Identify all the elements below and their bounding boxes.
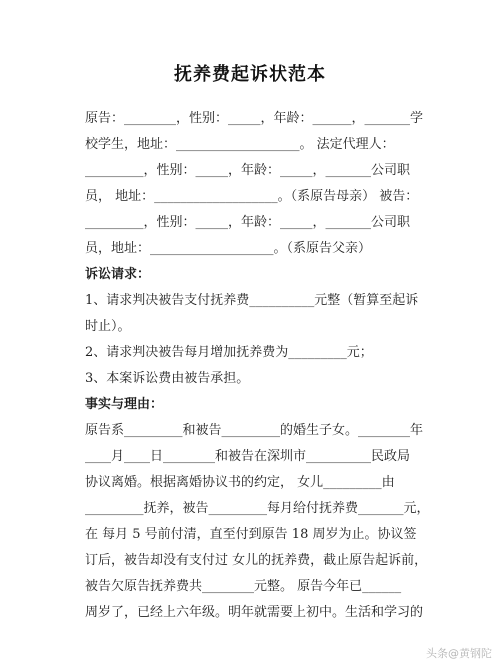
document-body bbox=[85, 106, 430, 626]
body-line: 2、请求判决被告每月增加抚养费为_________元； bbox=[85, 345, 373, 360]
body-line: 周岁了，已经上六年级。明年就需要上初中。生活和学习的 bbox=[85, 605, 424, 620]
body-line: 校学生，地址：___________________。 法定代理人： bbox=[85, 137, 395, 152]
body-line: 在 每月 5 号前付清，直至付到原告 18 周岁为止。协议签 bbox=[85, 527, 417, 542]
body-line: 原告系_________和被告_________的婚生子女。________年 bbox=[85, 423, 424, 438]
body-line: 员，地址：___________________。（系原告父亲） bbox=[85, 241, 372, 256]
body-line: 原告：________，性别：_____，年龄：______，_______学 bbox=[85, 111, 424, 126]
body-line: _________，性别：_____，年龄：_____，_______公司职 bbox=[85, 215, 411, 230]
body-line: ____月____日________和被告在深圳市__________民政局 bbox=[85, 449, 411, 464]
body-line: 时止）。 bbox=[85, 319, 131, 334]
body-line: 员， 地址：___________________。（系原告母亲） 被告： bbox=[85, 189, 419, 204]
document-title: 抚养费起诉状范本 bbox=[174, 64, 326, 85]
body-line: _________抚养，被告_________每月给付抚养费_______元， bbox=[85, 501, 430, 516]
section-heading: 诉讼请求： bbox=[85, 267, 151, 282]
body-line: 协议离婚。根据离婚协议书的约定， 女儿_________由 bbox=[85, 475, 395, 490]
body-line: 被告欠原告抚养费共________元整。 原告今年已______ bbox=[85, 579, 402, 594]
watermark: 头条@黄钢陀 bbox=[426, 647, 492, 660]
body-line: 1、请求判决被告支付抚养费__________元整（暂算至起诉 bbox=[85, 293, 419, 308]
body-line: _________，性别：_____，年龄：_____，_______公司职 bbox=[85, 163, 411, 178]
section-heading: 事实与理由： bbox=[85, 397, 164, 412]
body-line: 订后，被告却没有支付过 女儿的抚养费，截止原告起诉前， bbox=[85, 553, 428, 568]
body-line: 3、本案诉讼费由被告承担。 bbox=[85, 371, 250, 386]
